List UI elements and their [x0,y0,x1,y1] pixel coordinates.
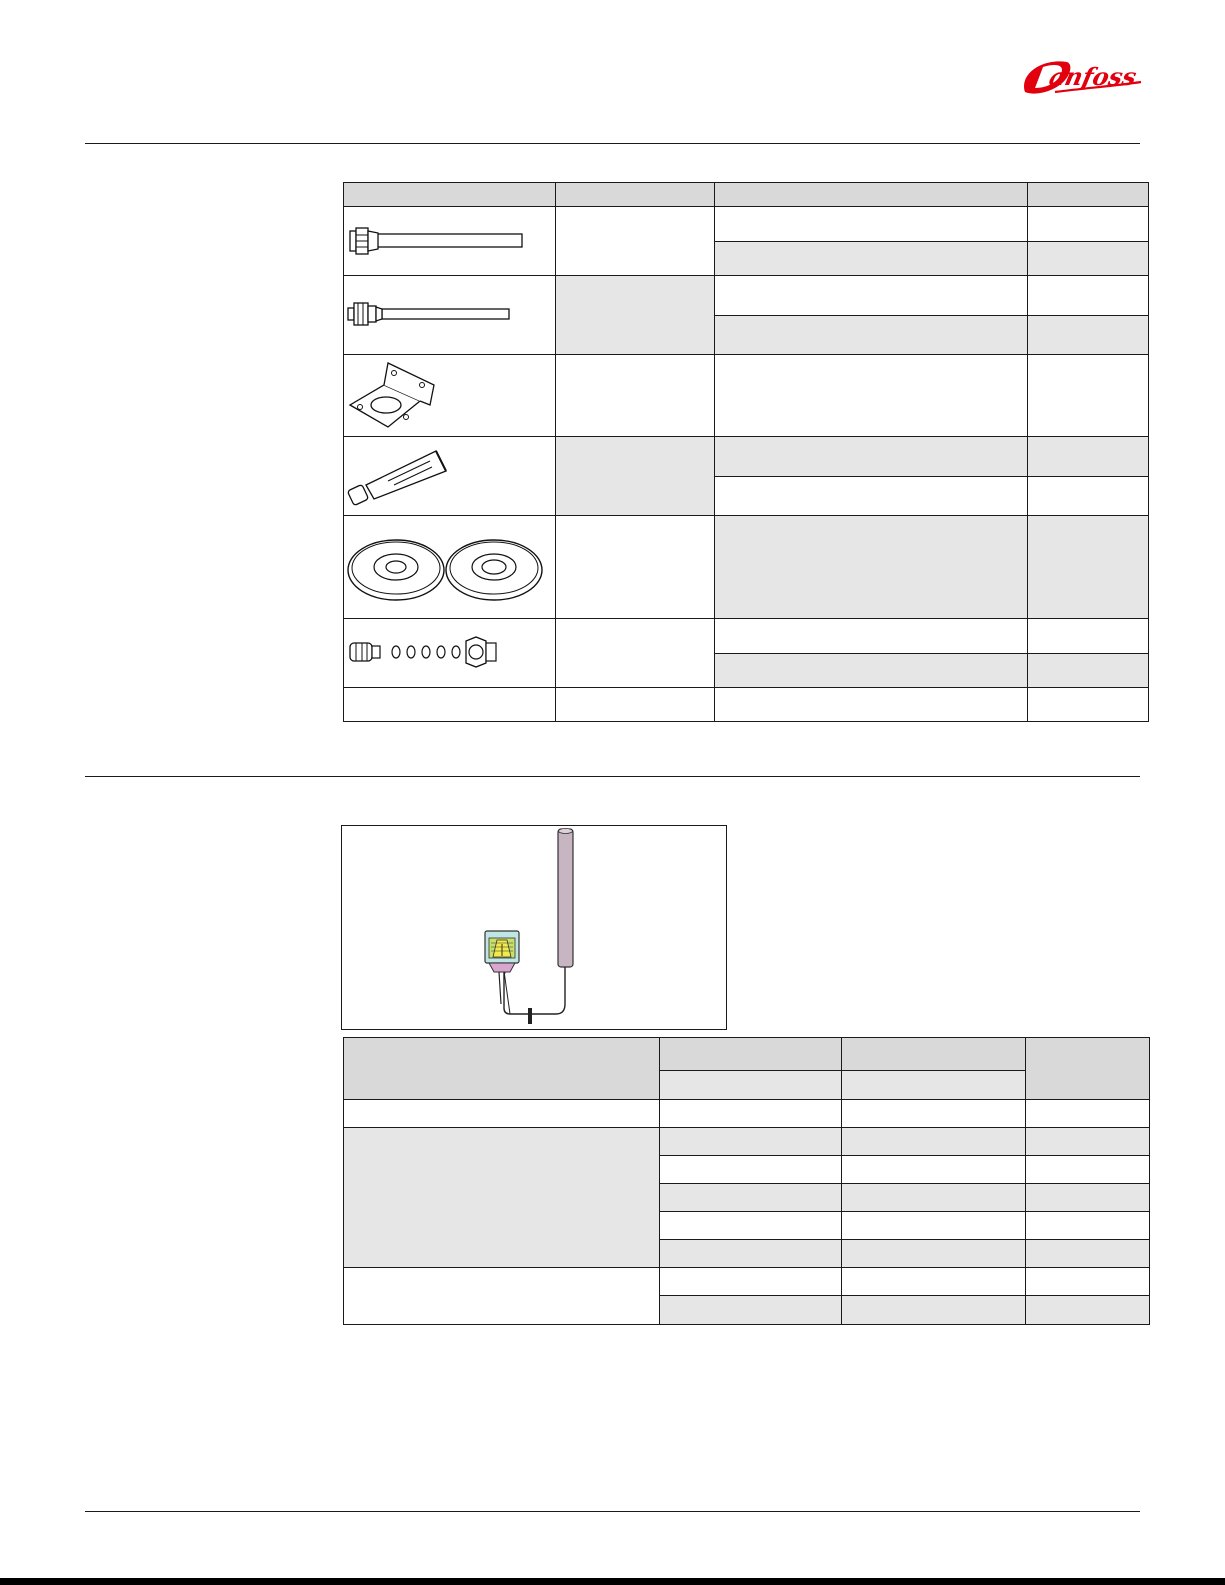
cell [344,1128,660,1268]
grease-tube-icon [344,437,556,515]
cell [660,1212,842,1240]
cell [1026,1212,1150,1240]
spec-cell [715,476,1028,516]
cell [660,1240,842,1268]
subheader-cell [660,1071,842,1100]
nipple-nut-kit-icon [344,619,556,687]
code-cell [1028,276,1149,316]
section-divider-middle [85,776,1140,777]
header-cell-col2 [660,1038,842,1071]
header-cell-image [344,183,556,207]
item-image-cell [344,207,556,276]
table-header-row [344,183,1149,207]
table-row [344,1268,1150,1296]
cell [1026,1100,1150,1128]
cell [660,1100,842,1128]
table-row [344,619,1149,654]
spec-cell [715,207,1028,242]
cell [660,1268,842,1296]
cell [660,1156,842,1184]
thin-tube-fitting-icon [344,276,556,354]
spec-cell [715,355,1028,437]
header-cell-type [344,1038,660,1100]
code-cell [1028,653,1149,688]
item-image-cell [344,437,556,516]
cell [660,1296,842,1325]
cell [842,1240,1026,1268]
item-image-cell [344,516,556,619]
spec-cell [715,315,1028,355]
cell [842,1156,1026,1184]
header-cell-code [1028,183,1149,207]
cell [842,1268,1026,1296]
spec-cell [715,688,1028,722]
code-cell [1028,207,1149,242]
description-cell [556,207,715,276]
spec-cell [715,516,1028,619]
code-cell [1028,241,1149,276]
cell [842,1100,1026,1128]
table-header-row [344,1038,1150,1071]
code-cell [1028,437,1149,477]
description-cell [556,276,715,355]
item-image-cell [344,619,556,688]
spec-cell [715,276,1028,316]
item-image-cell [344,688,556,722]
cell [660,1128,842,1156]
code-cell [1028,476,1149,516]
cell [842,1296,1026,1325]
long-tube-fitting-icon [344,207,556,275]
cell [344,1268,660,1325]
cell [1026,1184,1150,1212]
section-divider-top [85,143,1140,144]
description-cell [556,619,715,688]
accessories-table [343,182,1149,722]
table-row [344,276,1149,316]
code-cell [1028,315,1149,355]
cell [1026,1128,1150,1156]
description-cell [556,516,715,619]
gasket-discs-icon [344,516,556,618]
code-cell [1028,619,1149,654]
code-cell [1028,355,1149,437]
svg-text:anfoss: anfoss [1046,62,1140,91]
spec-cell [715,437,1028,477]
cell [842,1184,1026,1212]
header-cell-code [1026,1038,1150,1100]
mounting-bracket-icon [344,355,556,436]
table-row [344,1100,1150,1128]
cell [1026,1156,1150,1184]
table-row [344,207,1149,242]
danfoss-logo [1015,52,1145,102]
figure-frame [341,825,727,1030]
thermostat-bulb-capillary-icon [342,826,726,1029]
footer-divider [85,1511,1140,1512]
header-cell-description [556,183,715,207]
description-cell [556,355,715,437]
code-cell [1028,516,1149,619]
table-row [344,688,1149,722]
cell [660,1184,842,1212]
table-row [344,355,1149,437]
cell [344,1100,660,1128]
cell [842,1128,1026,1156]
specs-table [343,1037,1150,1325]
description-cell [556,437,715,516]
description-cell [556,688,715,722]
cell [1026,1268,1150,1296]
cell [1026,1296,1150,1325]
table-row [344,1128,1150,1156]
page-bottom-edge [0,1578,1225,1585]
table-row [344,437,1149,477]
header-cell-col3 [842,1038,1026,1071]
table-row [344,516,1149,619]
cell [842,1212,1026,1240]
item-image-cell [344,355,556,437]
spec-cell [715,619,1028,654]
header-cell-specification [715,183,1028,207]
cell [1026,1240,1150,1268]
subheader-cell [842,1071,1026,1100]
spec-cell [715,653,1028,688]
item-image-cell [344,276,556,355]
code-cell [1028,688,1149,722]
spec-cell [715,241,1028,276]
